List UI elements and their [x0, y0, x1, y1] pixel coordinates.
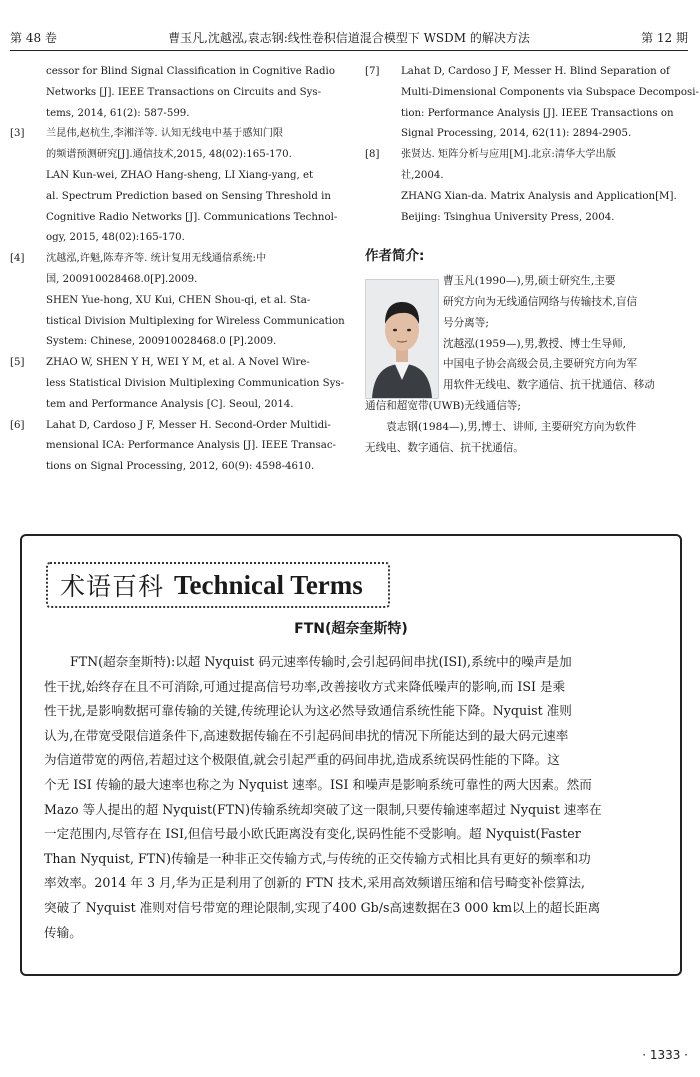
reference-line: 沈越泓,许魁,陈寿齐等. 统计复用无线通信系统:中 [46, 253, 267, 265]
bio-line: 中国电子协会高级会员,主要研究方向为军 [443, 358, 638, 371]
reference-entry [10, 416, 340, 478]
reference-line: Signal Processing, 2014, 62(11): 2894-2905. [401, 128, 632, 140]
reference-line: tem and Performance Analysis [C]. Seoul, 2014. [46, 398, 294, 410]
reference-entry [365, 145, 690, 228]
reference-line: ZHAO W, SHEN Y H, WEI Y M, et al. A Novel Wire- [46, 357, 310, 369]
bio-line: 沈越泓(1959—),男,教授、博士生导师, [443, 337, 627, 350]
references-left-column [10, 62, 345, 478]
term-body-line: 传输。 [44, 924, 82, 940]
author-bios [365, 271, 690, 458]
term-body-line: 一定范围内,尽管存在 ISI,但信号最小欧氏距离没有变化,误码性能不受影响。超 Nyquist(Faster [44, 826, 581, 842]
technical-terms-box [20, 534, 682, 976]
reference-line: 张贤达. 矩阵分析与应用[M].北京:清华大学出版 [401, 149, 616, 161]
running-header [10, 26, 688, 48]
volume-label: 第 48 卷 [10, 30, 57, 45]
reference-number: [4] [10, 253, 25, 265]
reference-number: [3] [10, 128, 25, 140]
reference-line: mensional ICA: Performance Analysis [J]. IEEE Transac- [46, 440, 336, 452]
reference-entry [10, 249, 345, 353]
term-body-line: 性干扰,是影响数据可靠传输的关键,传统理论认为这必然导致通信系统性能下降。Nyquist 准则 [44, 703, 572, 719]
reference-line: ogy, 2015, 48(02):165-170. [46, 232, 185, 244]
reference-line: SHEN Yue-hong, XU Kui, CHEN Shou-qi, et al. Sta- [46, 294, 311, 306]
reference-entry [10, 62, 340, 124]
reference-line: tion: Performance Analysis [J]. IEEE Transactions on [401, 107, 674, 119]
reference-text [46, 416, 340, 478]
issue-label: 第 12 期 [641, 30, 688, 45]
reference-line: Cognitive Radio Networks [J]. Communications Technol- [46, 211, 338, 223]
reference-entry [10, 353, 345, 415]
author-photo [365, 279, 439, 399]
author-intro-heading: 作者简介: [365, 248, 425, 265]
article-title: 曹玉凡,沈越泓,袁志钢:线性卷积信道混合模型下 WSDM 的解决方法 [168, 30, 530, 45]
bio-line: 无线电、数字通信、抗干扰通信。 [365, 441, 524, 454]
term-body-line: Than Nyquist, FTN)传输是一种非正交传输方式,与传统的正交传输方式相比具有更好的频率和功 [44, 850, 591, 866]
reference-text [46, 124, 340, 249]
reference-line: less Statistical Division Multiplexing Communication Sys- [46, 377, 345, 389]
bio-line: 号分离等; [443, 316, 489, 329]
bio-line: 通信和超宽带(UWB)无线通信等; [365, 399, 521, 412]
header-rule [10, 50, 688, 51]
right-column [365, 62, 699, 458]
reference-line: 社,2004. [401, 169, 444, 181]
banner-english: Technical Terms [174, 569, 363, 600]
reference-line: tistical Division Multiplexing for Wireless Communication [46, 315, 345, 327]
reference-number: [6] [10, 419, 25, 431]
page-number: · 1333 · [642, 1048, 688, 1062]
reference-line: Lahat D, Cardoso J F, Messer H. Second-Order Multidi- [46, 419, 331, 431]
reference-number [10, 62, 46, 124]
reference-line: tions on Signal Processing, 2012, 60(9): 4598-4610. [46, 461, 315, 473]
reference-line: 国, 200910028468.0[P].2009. [46, 273, 198, 285]
term-body-line: 为信道带宽的两倍,若超过这个极限值,就会引起严重的码间串扰,造成系统误码性能的下降。这 [44, 752, 560, 768]
reference-line: tems, 2014, 61(2): 587-599. [46, 107, 190, 119]
reference-line: 兰昆伟,赵杭生,李湘洋等. 认知无线电中基于感知门限 [46, 128, 284, 140]
bio-line: 用软件无线电、数字通信、抗干扰通信、移动 [443, 379, 655, 392]
reference-line: Lahat D, Cardoso J F, Messer H. Blind Separation of [401, 66, 670, 77]
bio-line: 袁志钢(1984—),男,博士、讲师, 主要研究方向为软件 [365, 420, 637, 433]
term-body-line: FTN(超奈奎斯特):以超 Nyquist 码元速率传输时,会引起码间串扰(ISI),系统中的噪声是加 [70, 654, 572, 669]
term-body-line: 率效率。2014 年 3 月,华为正是利用了创新的 FTN 技术,采用高效频谱压缩和信号畸变补偿算法, [44, 875, 586, 891]
term-body-line: 突破了 Nyquist 准则对信号带宽的理论限制,实现了400 Gb/s高速数据在3 000 km以上的超长距离 [44, 899, 601, 915]
term-body-line: 个无 ISI 传输的最大速率也称之为 Nyquist 速率。ISI 和噪声是影响系统可靠性的两大因素。然而 [44, 776, 592, 792]
reference-number: [5] [10, 357, 25, 369]
reference-line: Networks [J]. IEEE Transactions on Circuits and Sys- [46, 86, 322, 98]
reference-entry [365, 62, 699, 145]
term-body-line: 性干扰,始终存在且不可消除,可通过提高信号功率,改善接收方式来降低噪声的影响,而 ISI 是乘 [44, 678, 566, 694]
reference-line: ZHANG Xian-da. Matrix Analysis and Application[M]. [401, 190, 677, 202]
term-body-line: 认为,在带宽受限信道条件下,高速数据传输在不引起码间串扰的情况下所能达到的最大码元速率 [44, 727, 569, 743]
term-title: FTN(超奈奎斯特) [294, 621, 408, 637]
reference-line: LAN Kun-wei, ZHAO Hang-sheng, LI Xiang-yang, et [46, 169, 314, 181]
banner-chinese: 术语百科 [60, 572, 165, 601]
bio-line: 研究方向为无线通信网络与传输技术,盲信 [443, 295, 638, 308]
reference-line: 的频谱预测研究[J].通信技术,2015, 48(02):165-170. [46, 149, 292, 161]
reference-line: System: Chinese, 200910028468.0 [P].2009. [46, 336, 277, 348]
person-portrait-icon [366, 280, 438, 398]
reference-text [46, 353, 344, 415]
reference-number: [7] [365, 66, 380, 77]
reference-line: cessor for Blind Signal Classification in Cognitive Radio [46, 66, 335, 77]
reference-text [46, 62, 340, 124]
reference-text [46, 249, 345, 353]
bio-line: 曹玉凡(1990—),男,硕士研究生,主要 [443, 275, 616, 288]
reference-line: al. Spectrum Prediction based on Sensing Threshold in [46, 190, 331, 202]
reference-text [401, 145, 690, 228]
reference-text [401, 62, 699, 145]
reference-entry [10, 124, 340, 249]
technical-terms-banner [46, 562, 390, 608]
reference-number: [8] [365, 149, 380, 161]
term-body [44, 650, 660, 945]
reference-line: Beijing: Tsinghua University Press, 2004. [401, 211, 615, 223]
references-right-list [365, 62, 699, 228]
reference-line: Multi-Dimensional Components via Subspace Decomposi- [401, 86, 699, 98]
term-body-line: Mazo 等人提出的超 Nyquist(FTN)传输系统却突破了这一限制,只要传输速率超过 Nyquist 速率在 [44, 801, 602, 817]
